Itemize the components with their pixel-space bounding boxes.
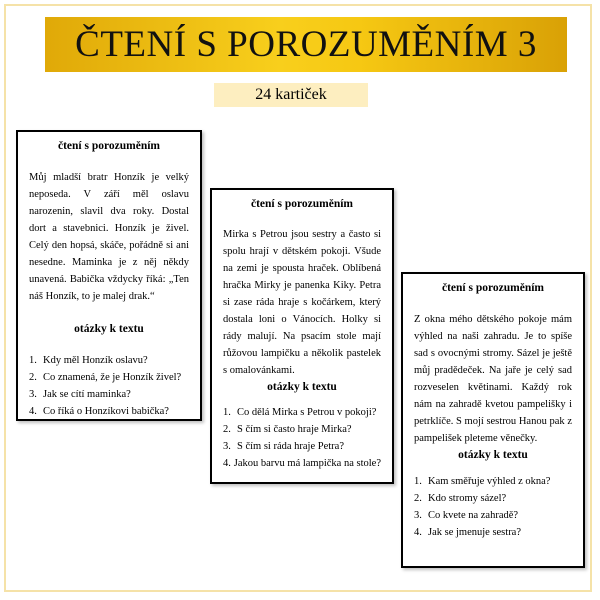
title-banner [45, 17, 567, 72]
question-item [414, 524, 572, 541]
questions-list [29, 352, 189, 420]
question-item [223, 421, 381, 438]
question-item [29, 403, 189, 420]
card-text: Mirka s Petrou jsou sestry a často si spolu hrají v dětském pokoji. Všude na zemi je spousta hraček. Oblíbená hračka Mirky je panenka Kiky. Petra si zase ráda hraje s kočárkem, který dostala loni o Vánocích. Holky si rády malují. Na psacím stole mají růžovou lampičku a několik pastelek s omalovánkami. [223, 229, 381, 376]
question-text: Jak se cítí maminka? [43, 389, 131, 400]
question-item [29, 369, 189, 386]
question-number: 2. [29, 372, 37, 383]
question-number: 1. [414, 476, 422, 487]
questions-heading: otázky k textu [458, 449, 528, 461]
question-text: Co znamená, že je Honzík živel? [43, 372, 182, 383]
reading-card-1 [16, 130, 202, 421]
question-item [414, 473, 572, 490]
question-number: 3. [29, 389, 37, 400]
question-item [223, 404, 381, 421]
card-heading: čtení s porozuměním [441, 282, 544, 294]
card-text: Z okna mého dětského pokoje mám výhled na naši zahradu. Je to spíše sad s ovocnými stromy. Sázel je ještě můj pradědeček. Na jaře je celý sad rozveselen květinami. Každý rok nám na zahradě kvetou pampelišky i petrklíče. S mojí sestrou Hanou pak z pampelišek pleteme věnečky. [414, 314, 572, 444]
question-text: S čím si ráda hraje Petra? [237, 441, 344, 452]
question-number: 4. [414, 527, 422, 538]
question-item [223, 438, 381, 455]
page-title: ČTENÍ S POROZUMĚNÍM 3 [75, 24, 537, 65]
questions-list [414, 473, 572, 541]
question-number: 1. [29, 355, 37, 366]
question-text: S čím si často hraje Mirka? [237, 424, 352, 435]
question-text: Kdy měl Honzík oslavu? [43, 355, 148, 366]
question-item [223, 455, 381, 472]
question-number: 3. [223, 441, 231, 452]
reading-card-3 [401, 272, 585, 568]
card-heading: čtení s porozuměním [250, 198, 353, 210]
question-text: Kdo stromy sázel? [428, 493, 507, 504]
question-text: Kam směřuje výhled z okna? [428, 476, 551, 487]
question-text: Co dělá Mirka s Petrou v pokoji? [237, 407, 377, 418]
question-number: 1. [223, 407, 231, 418]
questions-list [223, 404, 381, 472]
card-text: Můj mladší bratr Honzík je velký neposeda. V září měl oslavu narozenin, slavil dva roky. Dostal dort a stavebnici. Honzík je živel. Celý den hopsá, skáče, pořádně si ani nesedne. Maminka je z něj někdy unavená. Babička vždycky říká: „Ten náš Honzík, to je malej drak.“ [29, 172, 189, 302]
question-text: Jakou barvu má lampička na stole? [233, 458, 381, 469]
reading-card-2 [210, 188, 394, 484]
subtitle-badge: 24 kartiček [214, 83, 368, 107]
question-number: 4. [29, 406, 37, 417]
question-item [29, 386, 189, 403]
question-text: Co kvete na zahradě? [428, 510, 519, 521]
question-text: Jak se jmenuje sestra? [428, 527, 522, 538]
questions-heading: otázky k textu [74, 323, 144, 335]
card-heading: čtení s porozuměním [57, 140, 160, 152]
question-number: 3. [414, 510, 422, 521]
question-text: Co říká o Honzíkovi babička? [43, 406, 169, 417]
question-number: 4. [223, 458, 231, 469]
question-number: 2. [414, 493, 422, 504]
question-item [29, 352, 189, 369]
question-number: 2. [223, 424, 231, 435]
question-item [414, 507, 572, 524]
question-item [414, 490, 572, 507]
questions-heading: otázky k textu [267, 381, 337, 393]
